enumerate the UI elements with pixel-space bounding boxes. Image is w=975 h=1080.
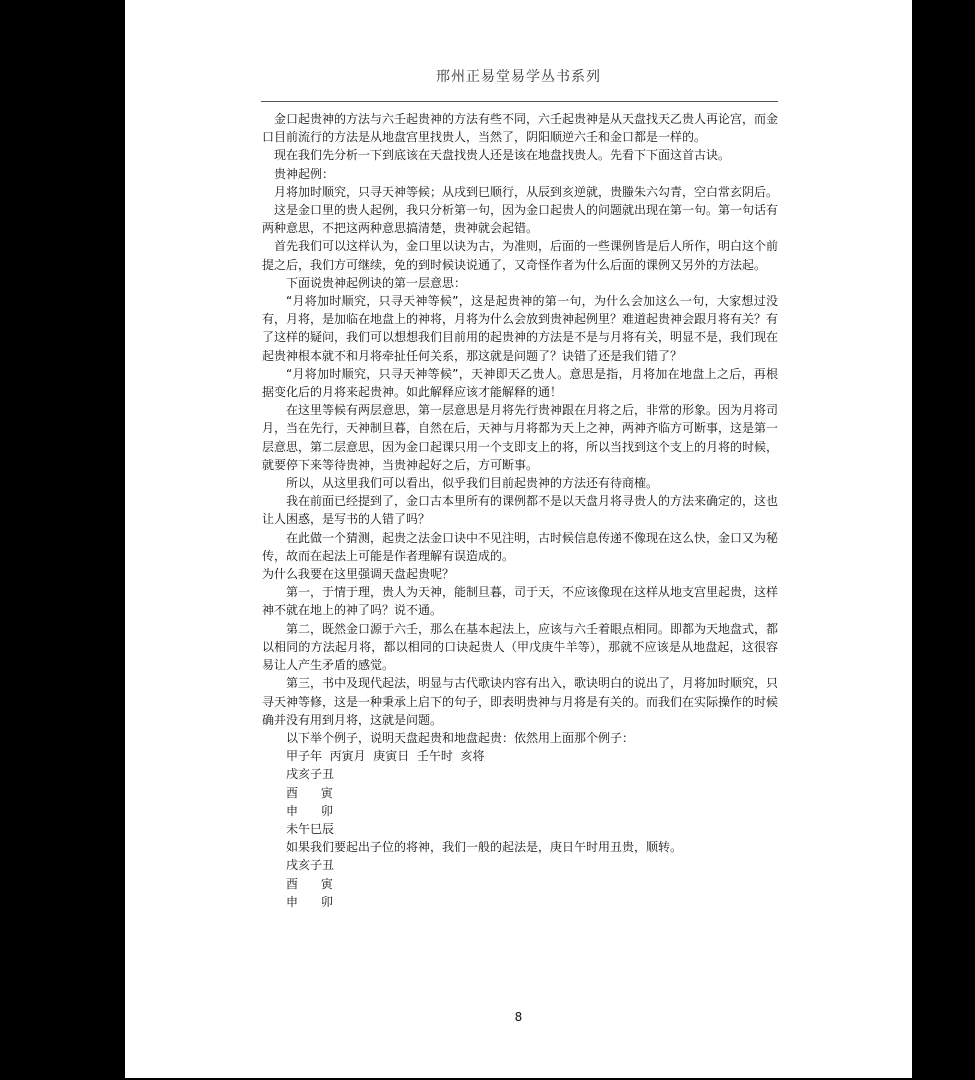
paragraph: 在此做一个猜测，起贵之法金口诀中不见注明，古时候信息传递不像现在这么快，金口又为秘传，故而在起法上可能是作者理解有误造成的。: [262, 530, 779, 563]
paragraph: 金口起贵神的方法与六壬起贵神的方法有些不同，六壬起贵神是从天盘找天乙贵人再论宫，而金口目前流行的方法是从地盘宫里找贵人，当然了，阴阳顺逆六壬和金口都是一样的。: [262, 112, 779, 145]
document-page: [125, 0, 912, 1078]
paragraph: “月将加时顺究，只寻天神等候”，这是起贵神的第一句，为什么会加这么一句，大家想过没有，月将，是加临在地盘上的神将，月将为什么会放到贵神起例里？难道起贵神会跟月将有关？有了这样的疑问，我们可以想想我们目前用的起贵神的方法是不是与月将有关，明显不是，我们现在起贵神根本就不和月将牵扯任何关系，那这就是问题了？诀错了还是我们错了？: [262, 294, 779, 363]
paragraph: 在这里等候有两层意思，第一层意思是月将先行贵神跟在月将之后，非常的形象。因为月将司月，当在先行，天神制旦暮，自然在后，天神与月将都为天上之神，两神齐临方可断事，这是第一层意思，第二层意思，因为金口起课只用一个支即支上的将，所以当找到这个支上的月将的时候，就要停下来等待贵神，当贵神起好之后，方可断事。: [262, 403, 779, 472]
page-number: 8: [514, 1010, 523, 1024]
paragraph: 以下举个例子，说明天盘起贵和地盘起贵：依然用上面那个例子：: [286, 730, 635, 745]
paragraph: 如果我们要起出子位的将神，我们一般的起法是，庚日午时用丑贵，顺转。: [286, 840, 683, 855]
pan-row: 戌亥子丑: [286, 767, 335, 782]
pan-row: 酉 寅: [286, 785, 333, 800]
paragraph: “月将加时顺究，只寻天神等候”，天神即天乙贵人。意思是指，月将加在地盘上之后，再根据变化后的月将来起贵神。如此解释应该才能解释的通！: [262, 366, 778, 400]
paragraph: 所以，从这里我们可以看出，似乎我们目前起贵神的方法还有待商榷。: [286, 476, 659, 491]
pan-row: 申 卯: [286, 803, 333, 818]
pan-row: 酉 寅: [286, 876, 333, 891]
header-rule: [261, 101, 778, 102]
pan-row: 戌亥子丑: [286, 858, 335, 873]
paragraph: 第三，书中及现代起法，明显与古代歌诀内容有出入，歌诀明白的说出了，月将加时顺究，只寻天神等修，这是一种秉承上启下的句子，即表明贵神与月将是有关的。而我们在实际操作的时候确并没有用到月将，这就是问题。: [262, 676, 779, 727]
paragraph: 下面说贵神起例诀的第一层意思：: [286, 275, 467, 290]
paragraph: 月将加时顺究，只寻天神等候；从戌到巳顺行，从辰到亥逆就，贵螣朱六勾青，空白常玄阴后。: [274, 184, 779, 199]
paragraph: 第一，于情于理，贵人为天神，能制旦暮，司于天，不应该像现在这样从地支宫里起贵，这样神不就在地上的神了吗？说不通。: [262, 585, 779, 618]
paragraph: 首先我们可以这样认为，金口里以诀为古，为准则，后面的一些课例皆是后人所作，明白这个前提之后，我们方可继续，免的到时候诀说通了，又奇怪作者为什么后面的课例又另外的方法起。: [262, 239, 779, 272]
paragraph: 贵神起例：: [274, 166, 335, 181]
paragraph: 我在前面已经提到了，金口古本里所有的课例都不是以天盘月将寻贵人的方法来确定的，这也让人困惑，是写书的人错了吗？: [262, 494, 779, 527]
running-header: 邢州正易堂易学丛书系列: [436, 69, 601, 85]
date-line: 甲子年 丙寅月 庚寅日 壬午时 亥将: [286, 749, 485, 764]
paragraph: 现在我们先分析一下到底该在天盘找贵人还是该在地盘找贵人。先看下下面这首古诀。: [274, 148, 731, 163]
paragraph: 为什么我要在这里强调天盘起贵呢？: [262, 567, 455, 582]
example-block: [262, 747, 778, 911]
paragraph: 这是金口里的贵人起例，我只分析第一句，因为金口起贵人的问题就出现在第一句。第一句话有两种意思，不把这两种意思搞清楚，贵神就会起错。: [262, 203, 779, 236]
page-body: [262, 110, 778, 911]
pan-row: 未午巳辰: [286, 821, 335, 836]
paragraph: 第二，既然金口源于六壬，那么在基本起法上，应该与六壬着眼点相同。即都为天地盘式，都以相同的方法起月将，都以相同的口诀起贵人（甲戊庚牛羊等），那就不应该是从地盘起，这很容易让人产生矛盾的感觉。: [262, 621, 779, 673]
pan-row: 申 卯: [286, 894, 333, 909]
